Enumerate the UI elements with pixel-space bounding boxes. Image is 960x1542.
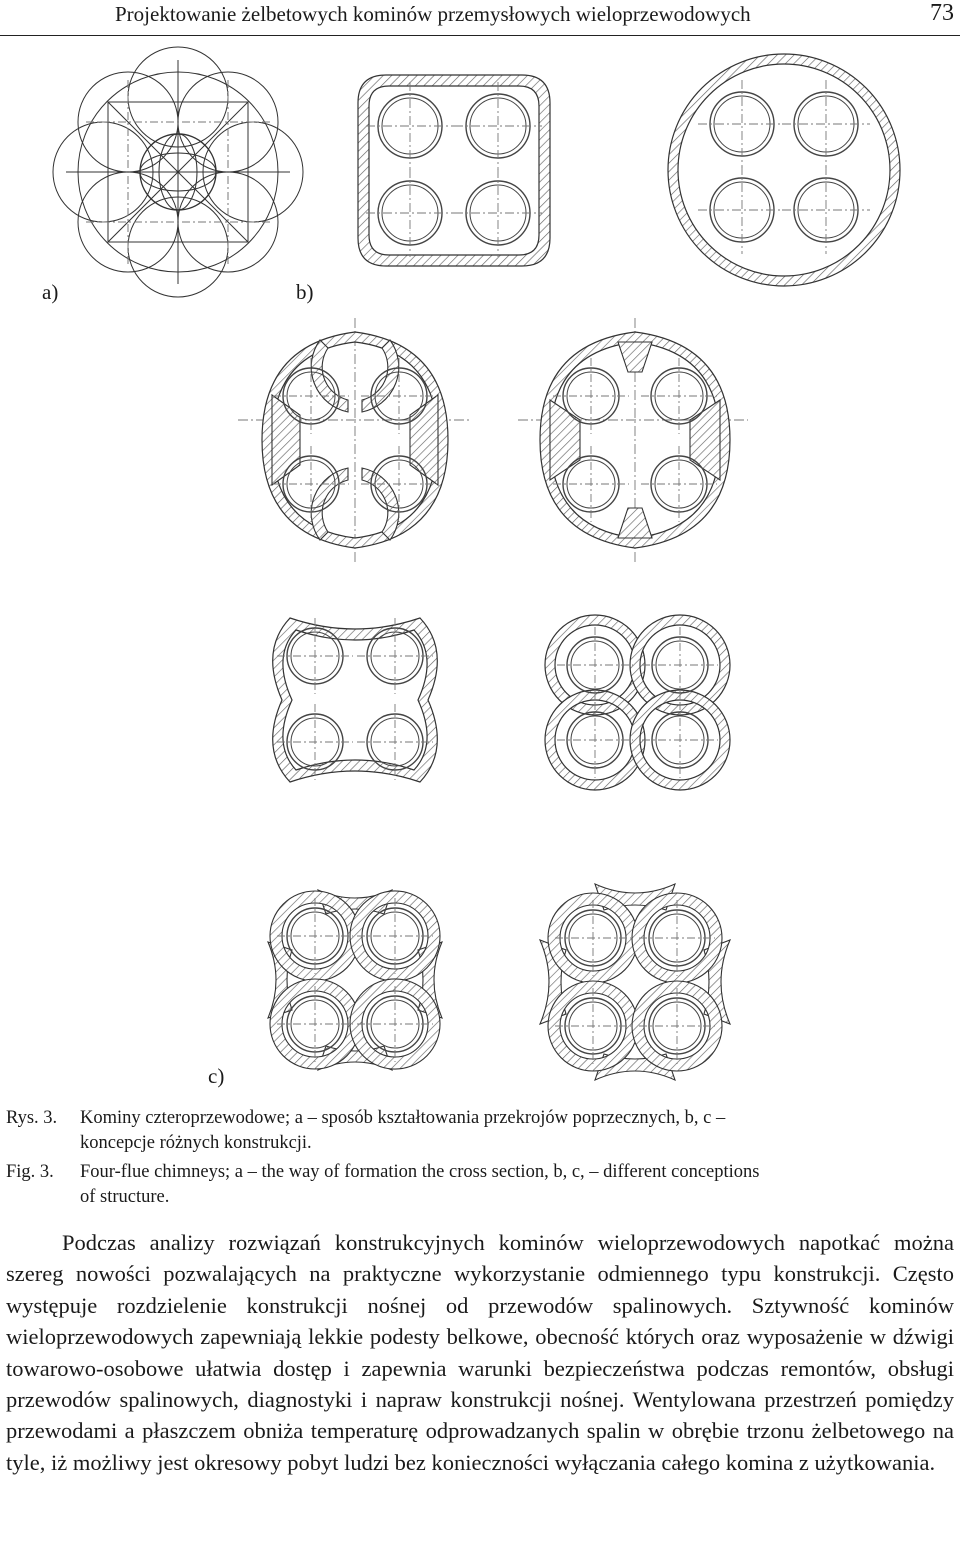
diagram-c-cross-1 bbox=[268, 890, 442, 1070]
body-paragraph: Podczas analizy rozwiązań konstrukcyjnych kominów wieloprzewodowych napotkać można szereg nowości pozwalających na praktyczne wykorzystanie odmiennego typu konstrukcji. Często występuje rozdzielenie konstrukcji nośnej od przewodów spalinowych. Sztywność kominów wieloprzewodowych zapewniają lekkie podesty belkowe, obecność których oraz wyposażenie w dźwigi towarowo-osobowe ułatwia dostęp i zapewnia warunki bezpieczeństwa podczas remontów, obsługi przewodów spalinowych, diagnostyki i napraw konstrukcji nośnej. Wentylowana przestrzeń pomiędzy przewodami a płaszczem obniża temperaturę odprowadzanych spalin w obrębie trzonu żelbetowego na tyle, iż możliwy jest okresowy pobyt ludzi bez konieczności wyłączania całego komina z użytkowania. bbox=[6, 1230, 954, 1475]
caption-pl-line1: Kominy czteroprzewodowe; a – sposób kształtowania przekrojów poprzecznych, b, c – bbox=[80, 1108, 726, 1128]
figure-label-a: a) bbox=[42, 280, 59, 304]
figure-label-b: b) bbox=[296, 280, 314, 304]
figure-label-c: c) bbox=[208, 1064, 225, 1088]
caption-english bbox=[6, 1160, 760, 1210]
diagram-a-construction bbox=[53, 47, 303, 297]
diagram-c-cross-2 bbox=[540, 884, 730, 1080]
diagram-b-square-shell bbox=[358, 75, 550, 266]
diagram-c-cushion-1 bbox=[238, 318, 470, 562]
caption-en-line1: Four-flue chimneys; a – the way of formation the cross section, b, c, – different conceptions bbox=[80, 1162, 760, 1182]
caption-polish bbox=[6, 1106, 725, 1156]
header-title: Projektowanie żelbetowych kominów przemysłowych wieloprzewodowych bbox=[115, 2, 751, 26]
caption-en-line2: of structure. bbox=[80, 1187, 170, 1207]
diagram-b-circular-shell bbox=[668, 54, 900, 286]
diagram-c-lobed-shell bbox=[273, 618, 438, 782]
diagram-c-ring-flues bbox=[545, 615, 730, 790]
diagram-c-cushion-2 bbox=[518, 318, 748, 562]
page-number: 73 bbox=[930, 0, 954, 26]
caption-en-lead: Fig. 3. bbox=[6, 1162, 54, 1182]
caption-pl-line2: koncepcje różnych konstrukcji. bbox=[80, 1133, 312, 1153]
body-text bbox=[6, 1227, 954, 1478]
caption-pl-lead: Rys. 3. bbox=[6, 1108, 58, 1128]
